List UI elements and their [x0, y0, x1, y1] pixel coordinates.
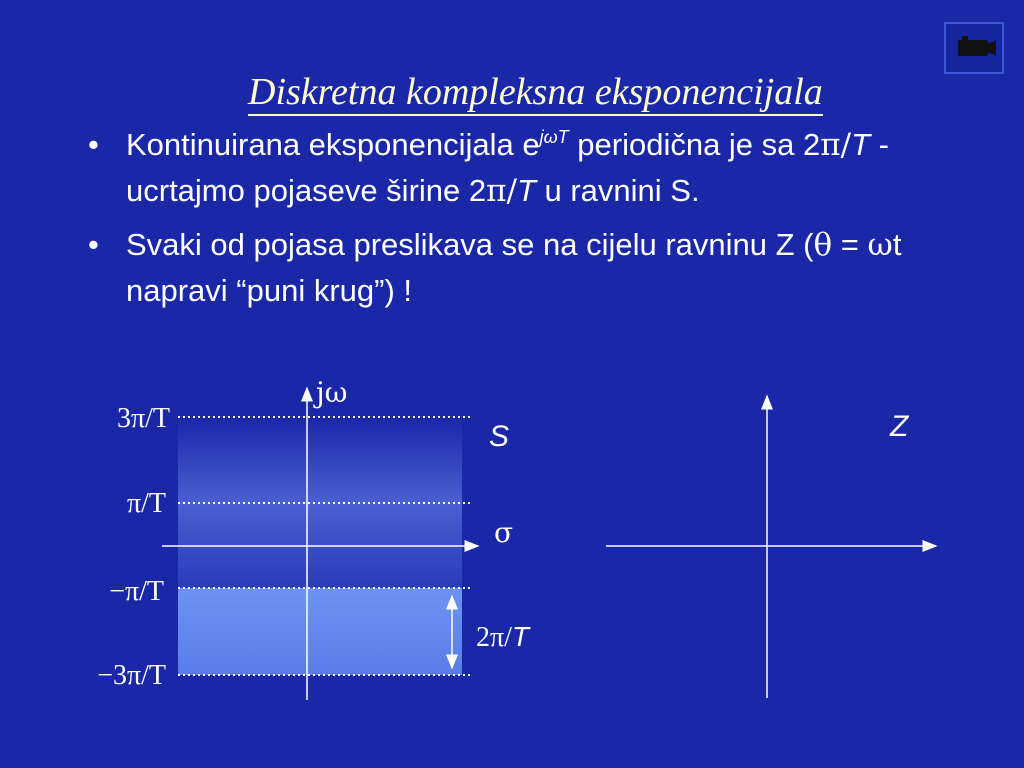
period-symbol: T: [516, 173, 536, 208]
level-label-minus-pi: −π/T: [109, 576, 164, 607]
level-label-minus-3pi: −3π/T: [97, 660, 166, 691]
bullet-text: =: [832, 227, 868, 262]
s-plane-label: S: [489, 420, 510, 453]
period-symbol: T: [851, 127, 871, 162]
bullet-dot: •: [88, 127, 99, 162]
pi-symbol: π: [486, 173, 507, 209]
band-upper: [178, 417, 462, 503]
omega-symbol: ω: [867, 227, 893, 263]
bullet-text: Svaki od pojasa preslikava se na cijelu ravninu Z (: [126, 227, 814, 262]
bullet-dot: •: [88, 227, 99, 262]
slash: /: [840, 127, 852, 163]
bullet-text: t napravi “puni krug”) !: [126, 227, 902, 308]
bullet-text: u ravnini S.: [535, 173, 700, 208]
width-label: [476, 621, 531, 653]
exponent: jωT: [539, 127, 569, 147]
level-label-3pi: 3π/T: [116, 403, 170, 434]
slide-title: Diskretna kompleksna eksponencijala: [248, 70, 823, 116]
bullet-text: periodična je sa 2: [568, 127, 821, 162]
bullet-text: Kontinuirana eksponencijala e: [126, 127, 540, 162]
bullet-text: - ucrtajmo pojaseve širine 2: [126, 127, 889, 208]
z-plane-label: Z: [890, 410, 909, 443]
jw-axis-label: jω: [316, 376, 348, 409]
slash: /: [506, 173, 517, 209]
band-highlighted: [178, 588, 462, 675]
width-label-t: T: [511, 621, 530, 652]
sigma-axis-label: σ: [494, 516, 514, 549]
theta-symbol: θ: [813, 227, 833, 263]
width-label-num: 2π/: [476, 622, 512, 653]
pi-symbol: π: [820, 127, 841, 163]
level-label-pi: π/T: [126, 488, 166, 519]
